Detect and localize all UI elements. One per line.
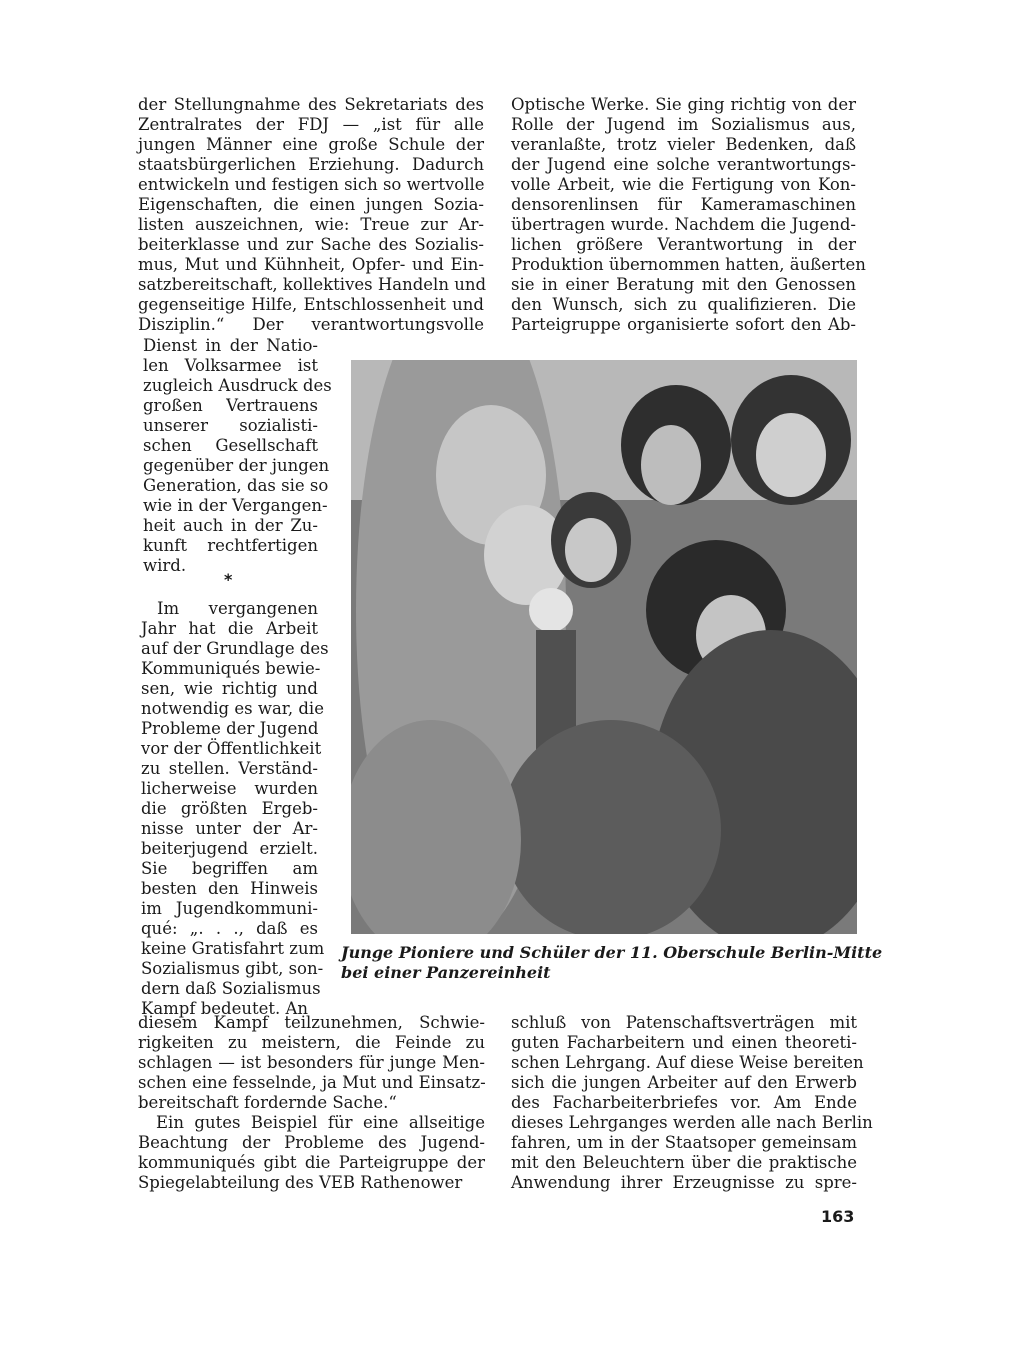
text-line: keine Gratisfahrt zum <box>141 939 325 958</box>
text-line: großen Vertrauens <box>143 396 318 415</box>
text-line: Disziplin.“ Der verantwortungsvolle <box>138 315 484 334</box>
text-line: schen Lehrgang. Auf diese Weise bereiten <box>511 1053 864 1072</box>
text-line: qué: „. . ., daß es <box>141 919 318 938</box>
text-line: licherweise wurden <box>141 779 318 798</box>
text-line: Dienst in der Natio- <box>143 336 318 355</box>
text-line: volle Arbeit, wie die Fertigung von Kon- <box>511 175 856 194</box>
text-line: Anwendung ihrer Erzeugnisse zu spre- <box>511 1173 857 1192</box>
text-line: der Stellungnahme des Sekretariats des <box>138 95 484 114</box>
text-line: fahren, um in der Staatsoper gemeinsam <box>511 1133 857 1152</box>
text-line: der Jugend eine solche verantwortungs- <box>511 155 856 174</box>
text-line: Kommuniqués bewie- <box>141 659 321 678</box>
photo-soldiers-with-children <box>351 360 857 934</box>
text-line: guten Facharbeitern und einen theoreti- <box>511 1033 857 1052</box>
text-line: densorenlinsen für Kameramaschinen <box>511 195 856 214</box>
text-line: die größten Ergeb- <box>141 799 318 818</box>
text-line: Jahr hat die Arbeit <box>141 619 318 638</box>
text-line: schen eine fesselnde, ja Mut und Einsatz- <box>138 1073 486 1092</box>
text-line: Zentralrates der FDJ — „ist für alle <box>138 115 484 134</box>
text-line: besten den Hinweis <box>141 879 318 898</box>
text-line: notwendig es war, die <box>141 699 324 718</box>
text-line: auf der Grundlage des <box>141 639 329 658</box>
text-line: lichen größere Verantwortung in der <box>511 235 856 254</box>
text-line: mus, Mut und Kühnheit, Opfer- und Ein- <box>138 255 484 274</box>
section-separator: * <box>224 570 233 589</box>
text-line: schen Gesellschaft <box>143 436 318 455</box>
text-line: Eigenschaften, die einen jungen Sozia- <box>138 195 484 214</box>
text-line: staatsbürgerlichen Erziehung. Dadurch <box>138 155 484 174</box>
text-line: listen auszeichnen, wie: Treue zur Ar- <box>138 215 484 234</box>
text-line: Rolle der Jugend im Sozialismus aus, <box>511 115 856 134</box>
text-line: Generation, das sie so <box>143 476 329 495</box>
text-line: dern daß Sozialismus <box>141 979 321 998</box>
text-line: nisse unter der Ar- <box>141 819 318 838</box>
text-line: len Volksarmee ist <box>143 356 318 375</box>
text-line: bereitschaft fordernde Sache.“ <box>138 1093 397 1112</box>
text-line: Sie begriffen am <box>141 859 318 878</box>
text-line: wie in der Vergangen- <box>143 496 328 515</box>
text-line: Parteigruppe organisierte sofort den Ab- <box>511 315 856 334</box>
text-line: zugleich Ausdruck des <box>143 376 332 395</box>
text-line: vor der Öffentlichkeit <box>141 739 322 758</box>
text-line: den Wunsch, sich zu qualifizieren. Die <box>511 295 856 314</box>
text-line: Produktion übernommen hatten, äußerten <box>511 255 866 274</box>
text-line: heit auch in der Zu- <box>143 516 318 535</box>
text-line: kunft rechtfertigen <box>143 536 318 555</box>
text-line: Im vergangenen <box>157 599 318 618</box>
text-line: entwickeln und festigen sich so wertvolle <box>138 175 485 194</box>
text-line: beiterklasse und zur Sache des Sozialis- <box>138 235 484 254</box>
text-line: Sozialismus gibt, son- <box>141 959 324 978</box>
text-line: sich die jungen Arbeiter auf den Erwerb <box>511 1073 857 1092</box>
text-line: des Facharbeiterbriefes vor. Am Ende <box>511 1093 857 1112</box>
text-line: Ein gutes Beispiel für eine allseitige <box>156 1113 485 1132</box>
text-line: jungen Männer eine große Schule der <box>138 135 484 154</box>
text-line: kommuniqués gibt die Parteigruppe der <box>138 1153 485 1172</box>
text-line: gegenseitige Hilfe, Entschlossenheit und <box>138 295 484 314</box>
text-line: unserer sozialisti- <box>143 416 318 435</box>
text-line: Spiegelabteilung des VEB Rathenower <box>138 1173 463 1192</box>
photo-caption-line-2: bei einer Panzereinheit <box>341 963 551 982</box>
text-line: Kampf bedeutet. An <box>141 999 309 1018</box>
photo-caption-line-1: Junge Pioniere und Schüler der 11. Oberschule Berlin-Mitte <box>341 943 883 962</box>
text-line: satzbereitschaft, kollektives Handeln und <box>138 275 487 294</box>
text-line: sie in einer Beratung mit den Genossen <box>511 275 856 294</box>
text-line: im Jugendkommuni- <box>141 899 318 918</box>
text-line: zu stellen. Verständ- <box>141 759 318 778</box>
text-line: mit den Beleuchtern über die praktische <box>511 1153 857 1172</box>
text-line: diesem Kampf teilzunehmen, Schwie- <box>138 1013 485 1032</box>
page-number: 163 <box>821 1207 855 1226</box>
text-line: sen, wie richtig und <box>141 679 318 698</box>
text-line: wird. <box>143 556 187 575</box>
text-line: beiterjugend erzielt. <box>141 839 318 858</box>
text-line: schluß von Patenschaftsverträgen mit <box>511 1013 857 1032</box>
text-line: rigkeiten zu meistern, die Feinde zu <box>138 1033 485 1052</box>
text-line: Beachtung der Probleme des Jugend- <box>138 1133 485 1152</box>
text-line: Probleme der Jugend <box>141 719 319 738</box>
text-line: veranlaßte, trotz vieler Bedenken, daß <box>511 135 856 154</box>
text-line: gegenüber der jungen <box>143 456 330 475</box>
text-line: Optische Werke. Sie ging richtig von der <box>511 95 856 114</box>
text-line: schlagen — ist besonders für junge Men- <box>138 1053 485 1072</box>
text-line: übertragen wurde. Nachdem die Jugend- <box>511 215 856 234</box>
text-line: dieses Lehrganges werden alle nach Berlin <box>511 1113 873 1132</box>
